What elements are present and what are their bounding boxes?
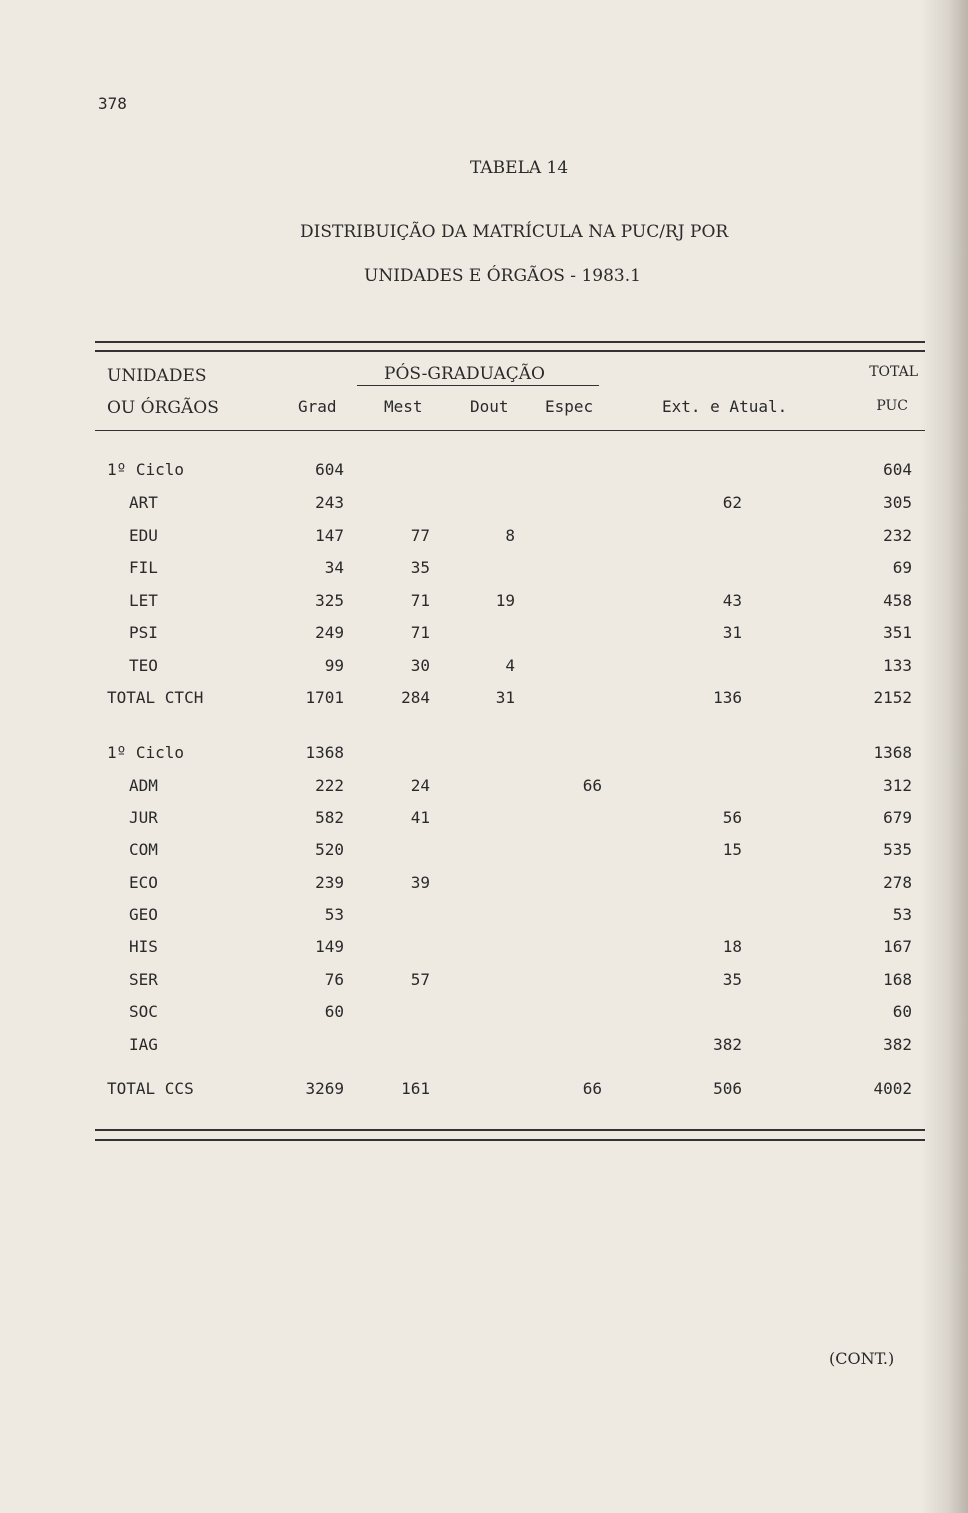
cell-total: 278 [883, 873, 912, 892]
cell-ext: 43 [722, 591, 742, 610]
cell-grad: 243 [315, 493, 344, 512]
cell-total: 4002 [873, 1079, 912, 1098]
cell-mest: 77 [410, 526, 430, 545]
header-unit-line2: OU ÓRGÃOS [107, 398, 219, 418]
cell-ext: 506 [713, 1079, 742, 1098]
cell-unit: TEO [129, 656, 158, 675]
cell-unit: ART [129, 493, 158, 512]
cell-unit: HIS [129, 937, 158, 956]
cell-espec: 66 [582, 1079, 602, 1098]
cell-unit: PSI [129, 623, 158, 642]
cell-grad: 325 [315, 591, 344, 610]
cell-grad: 3269 [305, 1079, 344, 1098]
cell-unit: 1º Ciclo [107, 460, 185, 479]
cell-grad: 604 [315, 460, 344, 479]
cell-grad: 249 [315, 623, 344, 642]
cell-grad: 239 [315, 873, 344, 892]
header-grad: Grad [298, 397, 337, 416]
cell-unit: TOTAL CCS [107, 1079, 194, 1098]
bottom-rule-lower [95, 1139, 925, 1141]
cell-grad: 222 [315, 776, 344, 795]
cell-grad: 34 [324, 558, 344, 577]
cell-total: 53 [892, 905, 912, 924]
header-total-line2: PUC [876, 398, 908, 414]
cell-unit: SER [129, 970, 158, 989]
cell-unit: FIL [129, 558, 158, 577]
cell-ext: 382 [713, 1035, 742, 1054]
cell-mest: 284 [401, 688, 430, 707]
cell-unit: ADM [129, 776, 158, 795]
cell-ext: 136 [713, 688, 742, 707]
cell-total: 535 [883, 840, 912, 859]
cell-ext: 35 [722, 970, 742, 989]
cell-mest: 161 [401, 1079, 430, 1098]
page-number: 378 [98, 94, 127, 113]
cell-mest: 30 [410, 656, 430, 675]
cell-unit: EDU [129, 526, 158, 545]
header-mest: Mest [384, 397, 423, 416]
cell-mest: 71 [410, 623, 430, 642]
cell-mest: 24 [410, 776, 430, 795]
header-unit-line1: UNIDADES [107, 366, 207, 386]
cell-dout: 19 [495, 591, 515, 610]
header-total-line1: TOTAL [869, 364, 918, 380]
header-rule [95, 430, 925, 431]
header-ext: Ext. e Atual. [662, 397, 788, 416]
cell-ext: 15 [722, 840, 742, 859]
cell-unit: GEO [129, 905, 158, 924]
cell-total: 232 [883, 526, 912, 545]
cell-unit: LET [129, 591, 158, 610]
cell-total: 382 [883, 1035, 912, 1054]
cell-total: 679 [883, 808, 912, 827]
cell-ext: 56 [722, 808, 742, 827]
cell-total: 133 [883, 656, 912, 675]
cell-total: 69 [892, 558, 912, 577]
postgrad-underline [357, 385, 599, 386]
table-title-line2: UNIDADES E ÓRGÃOS - 1983.1 [364, 266, 641, 286]
cell-dout: 31 [495, 688, 515, 707]
cell-unit: TOTAL CTCH [107, 688, 204, 707]
cell-total: 2152 [873, 688, 912, 707]
table-title-line1: DISTRIBUIÇÃO DA MATRÍCULA NA PUC/RJ POR [300, 222, 729, 242]
header-espec: Espec [545, 397, 594, 416]
cell-ext: 62 [722, 493, 742, 512]
top-rule-upper [95, 341, 925, 343]
cell-total: 458 [883, 591, 912, 610]
cell-unit: 1º Ciclo [107, 743, 185, 762]
cell-dout: 8 [505, 526, 515, 545]
cell-espec: 66 [582, 776, 602, 795]
cell-grad: 1368 [305, 743, 344, 762]
cell-grad: 1701 [305, 688, 344, 707]
top-rule-lower [95, 350, 925, 352]
cell-grad: 76 [324, 970, 344, 989]
cell-total: 167 [883, 937, 912, 956]
cell-total: 351 [883, 623, 912, 642]
cell-grad: 582 [315, 808, 344, 827]
cell-ext: 31 [722, 623, 742, 642]
cell-grad: 53 [324, 905, 344, 924]
cell-grad: 60 [324, 1002, 344, 1021]
cell-mest: 57 [410, 970, 430, 989]
cell-mest: 71 [410, 591, 430, 610]
cell-mest: 39 [410, 873, 430, 892]
cell-total: 312 [883, 776, 912, 795]
cell-total: 60 [892, 1002, 912, 1021]
header-dout: Dout [470, 397, 509, 416]
cell-unit: IAG [129, 1035, 158, 1054]
cell-total: 168 [883, 970, 912, 989]
cell-unit: ECO [129, 873, 158, 892]
cell-unit: COM [129, 840, 158, 859]
header-postgrad-group: PÓS-GRADUAÇÃO [384, 364, 545, 384]
bottom-rule-upper [95, 1129, 925, 1131]
cell-dout: 4 [505, 656, 515, 675]
cell-total: 1368 [873, 743, 912, 762]
cell-grad: 520 [315, 840, 344, 859]
page-edge-shadow [920, 0, 968, 1513]
cell-mest: 41 [410, 808, 430, 827]
continuation-note: (CONT.) [829, 1349, 895, 1368]
cell-unit: SOC [129, 1002, 158, 1021]
cell-ext: 18 [722, 937, 742, 956]
cell-grad: 149 [315, 937, 344, 956]
table-label: TABELA 14 [470, 158, 569, 178]
cell-total: 305 [883, 493, 912, 512]
cell-grad: 147 [315, 526, 344, 545]
cell-grad: 99 [324, 656, 344, 675]
cell-mest: 35 [410, 558, 430, 577]
cell-total: 604 [883, 460, 912, 479]
cell-unit: JUR [129, 808, 158, 827]
